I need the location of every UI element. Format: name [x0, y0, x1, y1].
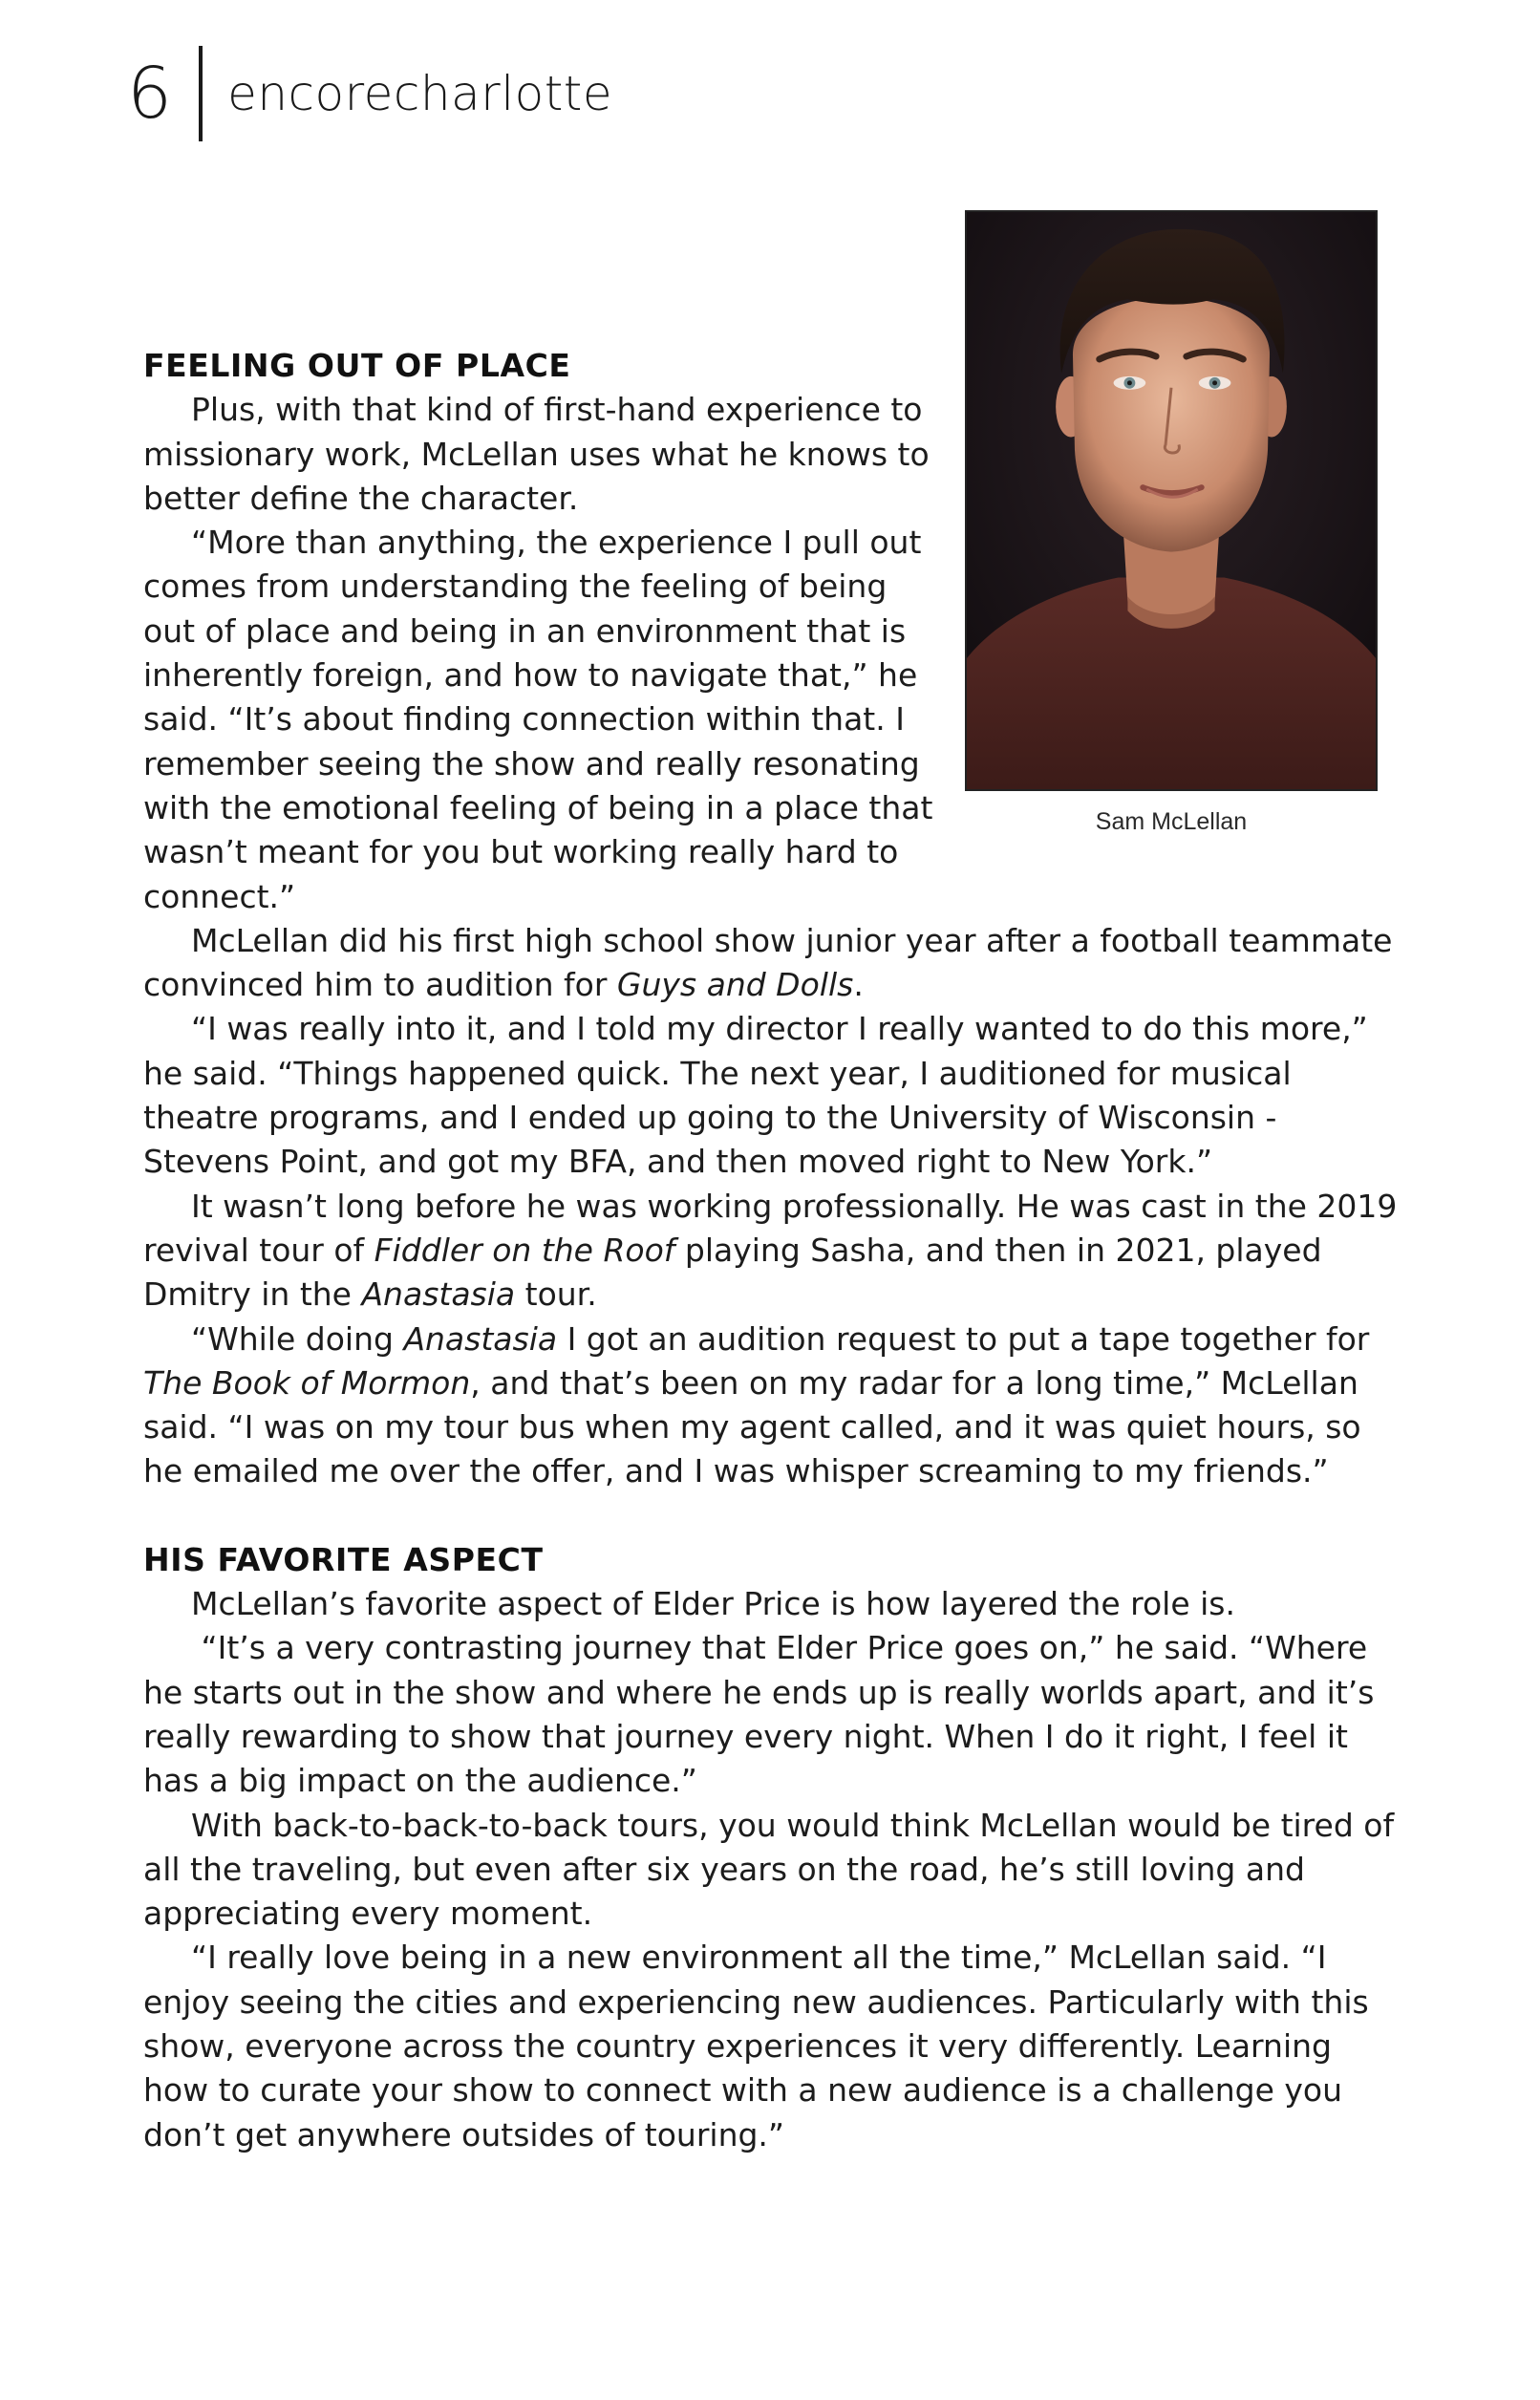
paragraph: [143, 919, 1404, 1008]
paragraph: McLellan’s favorite aspect of Elder Price is how layered the role is.: [191, 1585, 1235, 1623]
article-body: [143, 344, 1404, 2157]
paragraph: “It’s a very contrasting journey that Elder Price goes on,” he said. “Where he starts out in the show and where he ends up is really worlds apart, and it’s really rewarding to show that journey every night. When I do it right, I feel it has a big impact on the audience.”: [143, 1629, 1384, 1800]
show-title: The Book of Mormon: [143, 1363, 471, 1402]
section-heading: HIS FAVORITE ASPECT: [143, 1540, 544, 1578]
paragraph-text: .: [853, 966, 864, 1004]
paragraph-text: , and that’s been on my radar for a long time,” McLellan said. “I was on my tour bus when my agent called, and it was quiet hours, so he emailed me over the offer, and I was whisper screaming to my friends.”: [143, 1363, 1361, 1490]
masthead: [127, 46, 612, 141]
show-title: Fiddler on the Roof: [374, 1231, 675, 1269]
paragraph: [143, 1185, 1404, 1318]
masthead-divider: [199, 46, 203, 141]
paragraph: “I was really into it, and I told my director I really wanted to do this more,” he said. “Things happened quick. The next year, I auditioned for musical theatre programs, and I ended up going to the University of Wisconsin - Stevens Point, and got my BFA, and then moved right to New York.”: [143, 1010, 1368, 1181]
paragraph: With back-to-back-to-back tours, you would think McLellan would be tired of all the traveling, but even after six years on the road, he’s still loving and appreciating every moment.: [143, 1806, 1395, 1933]
paragraph-text: “While doing: [191, 1319, 404, 1358]
paragraph-text: playing Sasha, and then in 2021, played Dmitry in the: [143, 1231, 1322, 1314]
section-heading: FEELING OUT OF PLACE: [143, 347, 571, 384]
paragraph-text: tour.: [515, 1275, 597, 1314]
section-spacer: [143, 1494, 1404, 1538]
paragraph: [143, 1318, 1404, 1494]
paragraph: Plus, with that kind of first-hand experience to missionary work, McLellan uses what he knows to better define the character.: [143, 391, 930, 517]
paragraph-text: It wasn’t long before he was working professionally. He was cast in the 2019 revival tour of: [143, 1187, 1398, 1269]
show-title: Anastasia: [403, 1319, 558, 1358]
page-number: 6: [127, 53, 173, 135]
publication-name: encorecharlotte: [227, 66, 613, 121]
paragraph: “I really love being in a new environment all the time,” McLellan said. “I enjoy seeing the cities and experiencing new audiences. Particularly with this show, everyone across the country experiences it very differently. Learning how to curate your show to connect with a new audience is a challenge you don’t get anywhere outsides of touring.”: [143, 1939, 1369, 2154]
paragraph: “More than anything, the experience I pull out comes from understanding the feeling of being out of place and being in an environment that is inherently foreign, and how to navigate that,” he said. “It’s about finding connection within that. I remember seeing the show and really resonating with the emotional feeling of being in a place that wasn’t meant for you but working really hard to connect.”: [143, 524, 933, 915]
paragraph-text: McLellan did his first high school show junior year after a football teammate convinced him to audition for: [143, 921, 1393, 1004]
paragraph-text: I got an audition request to put a tape together for: [557, 1319, 1370, 1358]
photo-caption: Sam McLellan: [1095, 808, 1248, 835]
show-title: Anastasia: [361, 1275, 516, 1314]
show-title: Guys and Dolls: [616, 966, 854, 1004]
